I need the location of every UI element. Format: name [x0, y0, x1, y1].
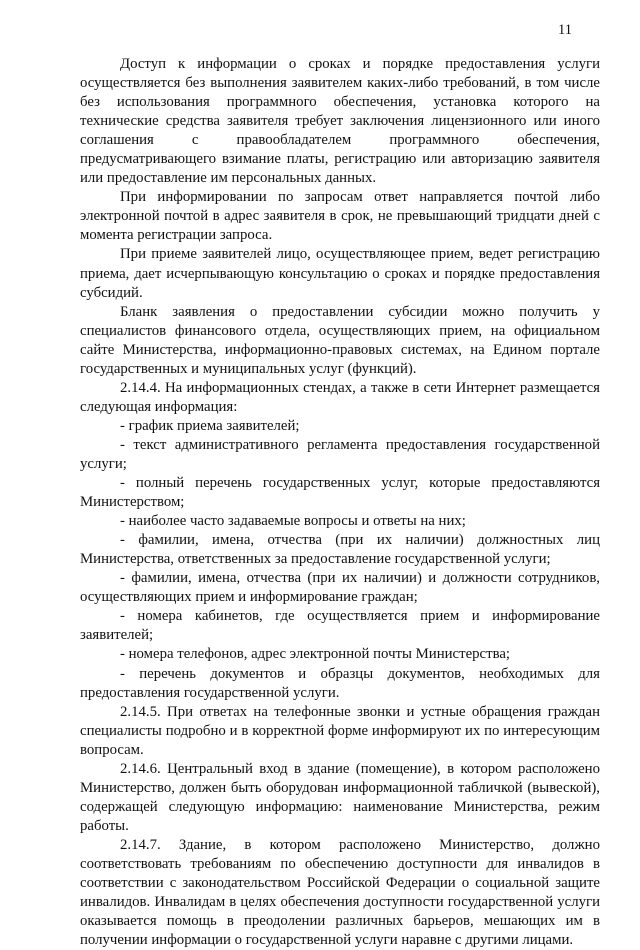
list-item: - номера телефонов, адрес электронной почты Министерства;	[120, 646, 511, 663]
page-body	[80, 55, 600, 950]
list-item: - номера кабинетов, где осуществляется прием и информирование заявителей;	[80, 608, 600, 644]
list-item: - график приема заявителей;	[120, 417, 300, 434]
list-item: - фамилии, имена, отчества (при их наличии) и должности сотрудников, осуществляющих прием и информирование граждан;	[80, 570, 600, 606]
page-number: 11	[558, 22, 572, 38]
paragraph-access-info: Доступ к информации о сроках и порядке предоставления услуги осуществляется без выполнения заявителем каких-либо требований, в том числе без использования программного обеспечения, установка которого на технические средства заявителя требует заключения лицензионного или иного соглашения с правообладателем программного обеспечения, предусматривающего взимание платы, регистрацию или авторизацию заявителя или предоставление им персональных данных.	[80, 56, 600, 187]
list-item: - фамилии, имена, отчества (при их наличии) должностных лиц Министерства, ответственных за предоставление государственной услуги;	[80, 532, 600, 568]
paragraph-reception: При приеме заявителей лицо, осуществляющее прием, ведет регистрацию приема, дает исчерпывающую консультацию о сроках и порядке предоставления субсидий.	[80, 246, 600, 301]
list-item: - перечень документов и образцы документов, необходимых для предоставления государственной услуги.	[80, 665, 600, 701]
paragraph-2-14-7: 2.14.7. Здание, в котором расположено Министерство, должно соответствовать требованиям по обеспечению доступности для инвалидов в соответствии с законодательством Российской Федерации о социальной защите инвалидов. Инвалидам в целях обеспечения доступности государственной услуги оказывается помощь в преодолении различных барьеров, мешающих им в получении информации о государственной услуги наравне с другими лицами.	[80, 836, 600, 949]
paragraph-application-form: Бланк заявления о предоставлении субсидии можно получить у специалистов финансового отдела, осуществляющих прием, на официальном сайте Министерства, информационно-правовых системах, на Едином портале государственных и муниципальных услуг (функций).	[80, 303, 600, 377]
paragraph-2-14-6: 2.14.6. Центральный вход в здание (помещение), в котором расположено Министерство, должен быть оборудован информационной табличкой (вывеской), содержащей следующую информацию: наименование Министерства, режим работы.	[80, 760, 600, 834]
paragraph-2-14-4: 2.14.4. На информационных стендах, а также в сети Интернет размещается следующая информация:	[80, 379, 600, 415]
paragraph-written-requests: При информировании по запросам ответ направляется почтой либо электронной почтой в адрес заявителя в срок, не превышающий тридцати дней с момента регистрации запроса.	[80, 189, 600, 244]
list-item: - текст административного регламента предоставления государственной услуги;	[80, 436, 600, 472]
list-item: - наиболее часто задаваемые вопросы и ответы на них;	[120, 513, 466, 530]
list-item: - полный перечень государственных услуг, которые предоставляются Министерством;	[80, 475, 600, 511]
paragraph-2-14-5: 2.14.5. При ответах на телефонные звонки и устные обращения граждан специалисты подробно и в корректной форме информируют их по интересующим вопросам.	[80, 703, 600, 758]
